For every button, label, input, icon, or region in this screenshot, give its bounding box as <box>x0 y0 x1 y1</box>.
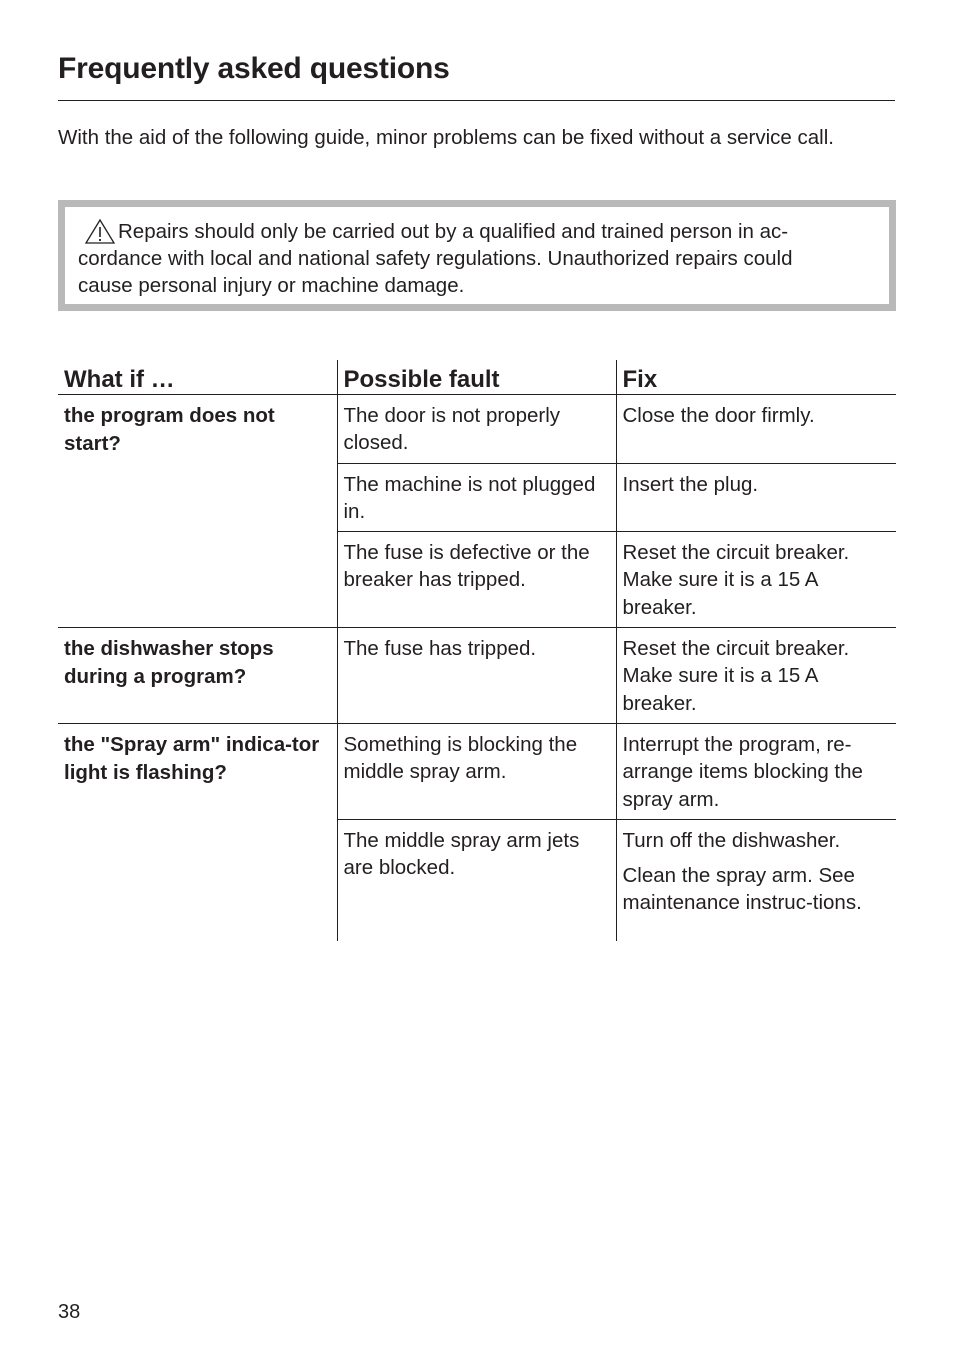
fault-cell: Something is blocking the middle spray arm. <box>337 723 616 819</box>
table-header-row <box>58 360 896 395</box>
warning-line-2: cordance with local and national safety regulations. Unauthorized repairs could <box>78 247 793 270</box>
fault-cell: The door is not properly closed. <box>337 395 616 464</box>
fix-cell <box>616 723 896 819</box>
fix-text: Interrupt the program, re-arrange items blocking the spray arm. <box>622 732 863 811</box>
warning-line-3: cause personal injury or machine damage. <box>78 274 465 297</box>
fix-text: Turn off the dishwasher. <box>622 828 841 852</box>
fix-cell <box>616 463 896 532</box>
fix-cell <box>616 819 896 941</box>
fix-cell <box>616 395 896 464</box>
fix-cell <box>616 628 896 724</box>
warning-triangle-icon <box>84 218 116 245</box>
warning-line-1 <box>78 218 879 245</box>
page-title: Frequently asked questions <box>58 52 450 85</box>
fix-text: Close the door firmly. <box>622 404 815 427</box>
faq-table <box>58 360 896 941</box>
fix-text: Reset the circuit breaker. Make sure it is a 15 A breaker. <box>622 637 850 715</box>
warning-text-1: Repairs should only be carried out by a qualified and trained person in ac- <box>118 220 789 243</box>
fix-text: Reset the circuit breaker. Make sure it is a 15 A breaker. <box>622 541 850 619</box>
header-possible-fault: Possible fault <box>337 360 616 395</box>
page-number: 38 <box>58 1301 81 1323</box>
question-cell: the dishwasher stops during a program? <box>58 628 337 724</box>
table-row <box>58 628 896 724</box>
fault-cell: The fuse is defective or the breaker has tripped. <box>337 532 616 628</box>
question-cell: the "Spray arm" indica-tor light is flashing? <box>58 723 337 941</box>
fault-cell: The machine is not plugged in. <box>337 463 616 532</box>
fix-text: Insert the plug. <box>622 472 759 496</box>
fault-cell: The fuse has tripped. <box>337 628 616 724</box>
table-row <box>58 723 896 819</box>
title-divider <box>58 100 895 101</box>
fix-text: Clean the spray arm. See maintenance instruc-tions. <box>622 864 862 915</box>
table-row <box>58 395 896 464</box>
header-what-if: What if … <box>58 360 337 395</box>
header-fix: Fix <box>616 360 896 395</box>
fault-cell: The middle spray arm jets are blocked. <box>337 819 616 941</box>
intro-text: With the aid of the following guide, minor problems can be fixed without a service call. <box>58 126 834 149</box>
question-cell: the program does not start? <box>64 404 275 455</box>
warning-box <box>58 200 896 311</box>
fix-cell <box>616 532 896 628</box>
